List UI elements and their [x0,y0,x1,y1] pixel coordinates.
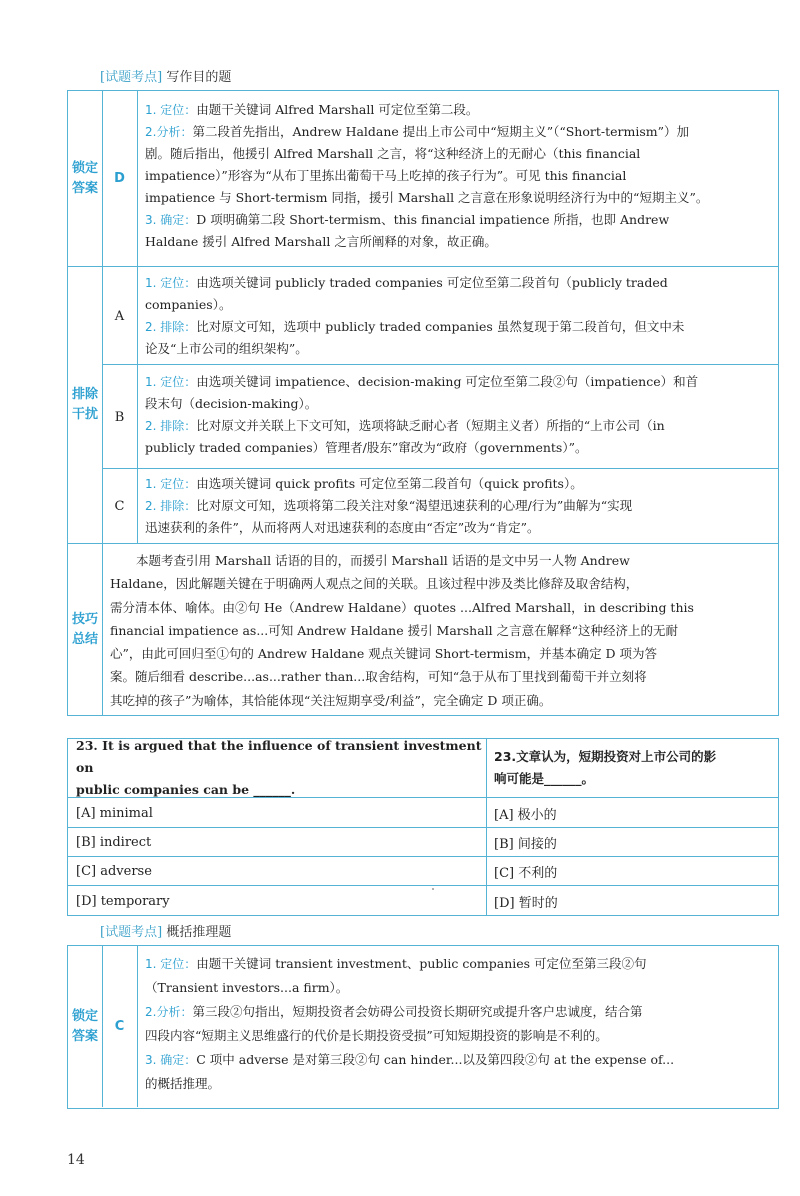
stray-dot [432,888,434,890]
text-line: 案。随后细看 describe...as...rather than...取舍结构，可知“急于从布丁里找到葡萄干并立刻将 [110,669,647,685]
step-text: 的概括推理。 [145,1076,221,1091]
step-text: 由题干关键词 transient investment、public companies 可定位至第三段②句 [196,956,647,971]
question-zh [486,739,778,797]
step-text: 比对原文可知，选项中 publicly traded companies 虽然复现于第二段首句，但文中未 [196,319,685,334]
text-line [145,952,772,976]
page-number: 14 [67,1152,85,1168]
tag-text: 写作目的题 [166,70,232,85]
text-line: financial impatience as...可知 Andrew Haldane 援引 Marshall 之言意在解释“这种经济上的无耐 [110,622,679,638]
category-lock-answer [68,946,102,1107]
text-line [145,517,772,539]
column-divider [137,946,138,1107]
text-line [145,976,772,1000]
bracket-open: [ [100,70,106,85]
column-divider [137,365,138,469]
question-en [68,739,486,797]
lock-explanation [145,99,772,253]
text-line [145,1048,772,1072]
text-line: 需分清本体、喻体。由②句 He（Andrew Haldane）quotes ...Alfred Marshall，in describing this [110,599,694,615]
text-line [145,371,772,393]
step-label: 3. 确定： [145,213,197,227]
text-line [145,1000,772,1024]
text-line [145,473,772,495]
exclude-row-b [102,364,778,469]
step-text: publicly traded companies）管理者/股东”窜改为“政府（governments）”。 [145,440,588,455]
question-23-table [67,738,779,916]
step-text: 由选项关键词 quick profits 可定位至第二段首句（quick profits）。 [196,476,583,491]
tips-paragraph [110,549,772,712]
category-lock-answer [68,91,102,266]
text-line [145,415,772,437]
option-explanation [145,473,772,539]
category-line: 总结 [71,632,98,647]
text-line [145,231,772,253]
option-row [68,797,778,828]
category-line: 锁定 [71,160,98,176]
option-zh: [D] 暂时的 [494,895,558,911]
bracket-close: ] [157,925,163,940]
step-label: 1. 定位： [145,276,197,290]
lock-explanation [145,952,772,1096]
step-text: impatience）”形容为“从布丁里拣出葡萄干马上吃掉的孩子行为”。可见 this financial [145,168,627,183]
column-divider [137,267,138,365]
option-en: [C] adverse [76,864,152,879]
step-text: 段末句（decision-making）。 [145,396,318,411]
text-line [145,272,772,294]
step-text: impatience 与 Short-termism 同指，援引 Marshall 之言意在形象说明经济行为中的“短期主义”。 [145,190,709,205]
step-label: 2.分析： [145,125,193,139]
column-divider [137,91,138,266]
analysis-box-2 [67,945,779,1109]
text-line: 响可能是______。 [494,771,595,786]
option-letter: A [114,308,125,324]
option-explanation [145,272,772,360]
option-letter: B [114,409,125,425]
option-en: [B] indirect [76,835,152,850]
section-tag [100,66,231,85]
category-line: 排除 [71,387,98,402]
answer-letter: D [114,171,125,186]
section-tag [100,921,231,940]
option-zh: [A] 极小的 [494,807,557,823]
exclude-row-c [102,468,778,544]
text-line [145,495,772,517]
step-label: 2. 排除： [145,320,197,334]
option-row [68,827,778,857]
step-label: 1. 定位： [145,375,197,389]
category-line: 答案 [71,1028,98,1044]
step-text: 由题干关键词 Alfred Marshall 可定位至第二段。 [196,102,479,117]
step-label: 1. 定位： [145,477,197,491]
step-text: D 项明确第二段 Short-termism、this financial impatience 所指，也即 Andrew [196,212,670,227]
text-line: 23.文章认为，短期投资对上市公司的影 [494,749,717,764]
text-line [145,209,772,231]
text-line [145,143,772,165]
text-line [145,165,772,187]
option-zh: [C] 不利的 [494,866,558,881]
text-line: 23. It is argued that the influence of transient investment on [76,738,482,775]
column-divider [102,544,103,716]
text-line [145,99,772,121]
category-tips [68,544,102,716]
step-text: 由选项关键词 publicly traded companies 可定位至第二段首句（publicly traded [196,275,668,290]
step-text: 迅速获利的条件”，从而将两人对迅速获利的态度由“否定”改为“肯定”。 [145,520,540,535]
step-text: 剧。随后指出，他援引 Alfred Marshall 之言，将“这种经济上的无耐心（this financial [145,146,641,161]
lock-answer-row [68,91,778,266]
category-line: 干扰 [71,407,98,422]
exclude-row-a [102,266,778,365]
text-line [145,437,772,459]
tag-label: 试题考点 [105,925,158,940]
option-en: [D] temporary [76,893,170,909]
option-row [68,885,778,916]
step-text: 论及“上市公司的组织架构”。 [145,341,308,356]
step-text: 第三段②句指出，短期投资者会妨碍公司投资长期研究或提升客户忠诚度，结合第 [192,1004,643,1019]
text-line [145,1072,772,1096]
option-zh: [B] 间接的 [494,837,557,852]
step-label: 1. 定位： [145,103,197,117]
text-line [145,187,772,209]
text-line: Haldane，因此解题关键在于明确两人观点之间的关联。且该过程中涉及类比修辞及取舍结构， [110,576,639,592]
step-label: 1. 定位： [145,957,197,971]
text-line: 本题考查引用 Marshall 话语的目的，而援引 Marshall 话语的是文中另一人物 Andrew [136,553,630,568]
step-label: 2. 排除： [145,419,197,433]
column-divider [137,469,138,544]
category-line: 技巧 [71,612,98,627]
option-row [68,856,778,886]
option-en: [A] minimal [76,805,153,821]
text-line [145,294,772,316]
text-line [145,121,772,143]
analysis-box-1 [67,90,779,716]
bracket-open: [ [100,925,106,940]
option-letter: C [114,499,125,514]
text-line [145,393,772,415]
step-text: companies）。 [145,297,232,312]
text-line [145,316,772,338]
text-line: 其吃掉的孩子”为喻体，其恰能体现“关注短期享受/利益”，完全确定 D 项正确。 [110,692,552,708]
step-label: 2.分析： [145,1005,193,1019]
text-line [145,1024,772,1048]
category-line: 锁定 [71,1008,98,1024]
text-line: public companies can be ______. [76,782,296,797]
step-text: 比对原文可知，选项将第二段关注对象“渴望迅速获利的心理/行为”曲解为“实现 [196,498,633,513]
question-header-row [68,739,778,797]
step-label: 3. 确定： [145,1053,197,1067]
step-text: （Transient investors...a firm）。 [145,980,349,995]
step-text: 四段内容“短期主义思维盛行的代价是长期投资受损”可知短期投资的影响是不利的。 [145,1028,608,1043]
step-text: 第二段首先指出，Andrew Haldane 提出上市公司中“短期主义”（“Short-termism”）加 [192,124,689,139]
answer-letter: C [114,1019,125,1034]
step-text: C 项中 adverse 是对第三段②句 can hinder...以及第四段②句 at the expense of... [196,1052,675,1067]
category-exclude [68,266,102,543]
step-text: 比对原文并关联上下文可知，选项将缺乏耐心者（短期主义者）所指的“上市公司（in [196,418,665,433]
text-line [145,338,772,360]
step-text: Haldane 援引 Alfred Marshall 之言所阐释的对象，故正确。 [145,234,497,249]
category-line: 答案 [71,180,98,196]
tag-text: 概括推理题 [166,925,232,940]
tips-row [68,543,778,716]
option-explanation [145,371,772,459]
tag-label: 试题考点 [105,70,158,85]
step-label: 2. 排除： [145,499,197,513]
step-text: 由选项关键词 impatience、decision-making 可定位至第二段②句（impatience）和首 [196,374,699,389]
bracket-close: ] [157,70,163,85]
text-line: 心”，由此可回归至①句的 Andrew Haldane 观点关键词 Short-termism，并基本确定 D 项为答 [110,646,658,662]
